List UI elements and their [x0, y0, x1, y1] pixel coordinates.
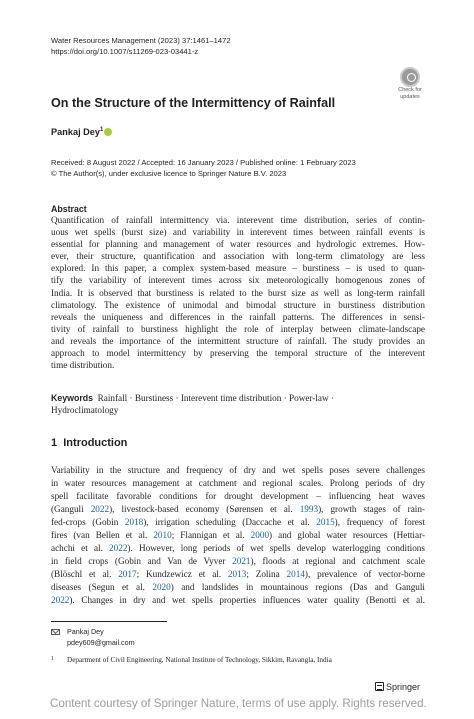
citation-link[interactable]: 2015 [316, 517, 335, 527]
badge-line1: Check for [398, 87, 422, 93]
citation-link[interactable]: 2000 [250, 530, 270, 540]
citation-link[interactable]: 2022 [90, 504, 110, 514]
keywords-line2: Hydroclimatology [51, 405, 119, 416]
author-name: Pankaj Dey [51, 127, 101, 137]
abstract-line: Quantification of rainfall intermittency via. interevent time distribution, series of contin- [51, 215, 425, 225]
intro-line [51, 581, 425, 594]
abstract-line: approach to model intermittency by preserving the temporal structure of the interevent [51, 348, 425, 359]
intro-text: (Blöschl et al. [51, 569, 119, 579]
citation-link[interactable]: 2022 [109, 543, 128, 553]
citation-link[interactable]: 2017 [118, 569, 137, 579]
citation-link[interactable]: 2020 [152, 582, 171, 592]
citation-link[interactable]: 2021 [232, 556, 251, 566]
abstract-line: uous wet spells (burst size) and variability in interevent times between rainfall events is [51, 227, 425, 238]
doi-link[interactable]: https://doi.org/10.1007/s11269-023-03441-z [51, 47, 199, 56]
intro-text: ; Kundzewicz et al. [136, 569, 228, 579]
intro-line: Variability in the structure and frequency of dry and wet spells poses severe challenges [51, 465, 425, 475]
introduction-body [51, 464, 425, 607]
intro-text: ; Zolina [246, 569, 287, 579]
affiliation-number: 1 [51, 656, 54, 662]
author-line [51, 127, 112, 137]
intro-line [51, 594, 425, 607]
intro-line [51, 503, 425, 516]
intro-text: ). However, long periods of wet spells develop waterlogging conditions [127, 543, 425, 553]
intro-text: ) and landslides in mountainous regions (Das and Ganguli [170, 582, 425, 592]
springer-logo-icon [375, 682, 384, 691]
abstract-line: reveals the uniqueness and differences in the rainfall patterns. The differences in sensi- [51, 311, 425, 322]
intro-text: (Ganguli [51, 504, 91, 514]
abstract-line: climatology. The existence of unimodal and bimodal structure in burstiness distribution [51, 299, 425, 310]
intro-text: ), growth stages of rain- [318, 504, 425, 514]
section-number: 1 [51, 437, 58, 449]
courtesy-watermark: Content courtesy of Springer Nature, terms of use apply. Rights reserved. [50, 697, 427, 710]
citation-link[interactable]: 2014 [286, 569, 305, 579]
intro-text: ) and global water resources (Hettiar- [269, 530, 426, 540]
publisher-name: Springer [386, 682, 421, 692]
intro-text: achchi et al. [51, 543, 110, 553]
citation-link[interactable]: 1993 [299, 504, 319, 514]
affiliation-footnote [51, 656, 332, 664]
envelope-icon [51, 629, 60, 635]
publisher-mark [375, 682, 420, 692]
abstract-line: tify the variability of interevent times across six meteorologically homogenous zones of [51, 275, 425, 286]
orcid-icon[interactable] [104, 128, 112, 136]
intro-line [51, 568, 425, 581]
citation-link[interactable]: 2010 [153, 530, 172, 540]
intro-text: ; Flannigan et al. [171, 530, 251, 540]
contact-name: Pankaj Dey [67, 627, 104, 636]
intro-text: in field crops (Gobin and Van de Vyver [51, 556, 233, 566]
section-heading [51, 437, 127, 449]
intro-text: diseases (Segun et al. [51, 582, 153, 592]
section-title: Introduction [63, 437, 128, 449]
abstract-line: time distribution. [51, 360, 115, 371]
keywords-line1: Rainfall · Burstiness · Interevent time distribution · Power-law · [97, 393, 334, 403]
intro-text: fires (van Bellen et al. [51, 530, 154, 540]
keywords-label: Keywords [51, 393, 94, 403]
corresponding-author [51, 626, 135, 648]
contact-email[interactable]: pdey609@gmail.com [67, 638, 135, 647]
intro-text: ), livestock-based economy (Sørensen et al. [109, 504, 300, 514]
abstract-body [51, 214, 425, 371]
abstract-line: and reveals the importance of the intermittent structure of rainfall. The study provides an [51, 335, 425, 346]
badge-line2: updates [400, 94, 420, 100]
journal-citation: Water Resources Management (2023) 37:1461–1472 [51, 36, 231, 45]
intro-text: ), irrigation scheduling (Daccache et al. [143, 517, 317, 527]
affiliation-text: Department of Civil Engineering, National Institute of Technology, Sikkim, Ravangla, India [67, 656, 332, 664]
intro-line [51, 529, 425, 542]
date-history: Received: 8 August 2022 / Accepted: 16 January 2023 / Published online: 1 February 2023 [51, 158, 356, 167]
author-affiliation-mark: 1 [100, 127, 104, 133]
intro-text: ). Changes in dry and wet spells properties influences water quality (Benotti et al. [69, 595, 425, 605]
footnote-divider [51, 621, 167, 622]
abstract-line: explored. In this paper, a complex system-based measure – burstiness – is used to quan- [51, 263, 425, 274]
intro-line [51, 542, 425, 555]
intro-text: fed-crops (Gobin [51, 517, 125, 527]
keywords-block [51, 392, 425, 416]
citation-link[interactable]: 2022 [51, 595, 70, 605]
abstract-line: India. It is observed that burstiness is related to the burst size as well as long-term rainfall [51, 287, 425, 298]
intro-text: ), frequency of forest [334, 517, 425, 527]
abstract-line: ever, their structure, quantification and association with long-term climatology are less [51, 251, 425, 262]
citation-link[interactable]: 2018 [124, 517, 144, 527]
intro-text: ), prevalence of vector-borne [304, 569, 425, 579]
intro-line [51, 516, 425, 529]
abstract-line: essential for planning and management of water resources and hydrologic extremes. How- [51, 239, 425, 250]
check-updates-icon [400, 67, 420, 87]
publication-dates [51, 158, 356, 179]
paper-title: On the Structure of the Intermittency of Rainfall [51, 96, 336, 110]
intro-line: spell facilitate favorable conditions for drought development – influencing heat waves [51, 491, 425, 501]
abstract-heading: Abstract [51, 204, 87, 214]
journal-header [51, 35, 231, 57]
intro-line [51, 555, 425, 568]
intro-line: in water resources management at catchment and regional scales. Prolong periods of dry [51, 478, 425, 488]
copyright-line: © The Author(s), under exclusive licence to Springer Nature B.V. 2023 [51, 168, 287, 178]
check-for-updates-badge[interactable] [393, 67, 427, 105]
intro-text: ), floods at regional and catchment scale [250, 556, 425, 566]
citation-link[interactable]: 2013 [227, 569, 247, 579]
abstract-line: tivity of rainfall to burstiness highlight the role of interplay between climate-landscape [51, 323, 425, 334]
